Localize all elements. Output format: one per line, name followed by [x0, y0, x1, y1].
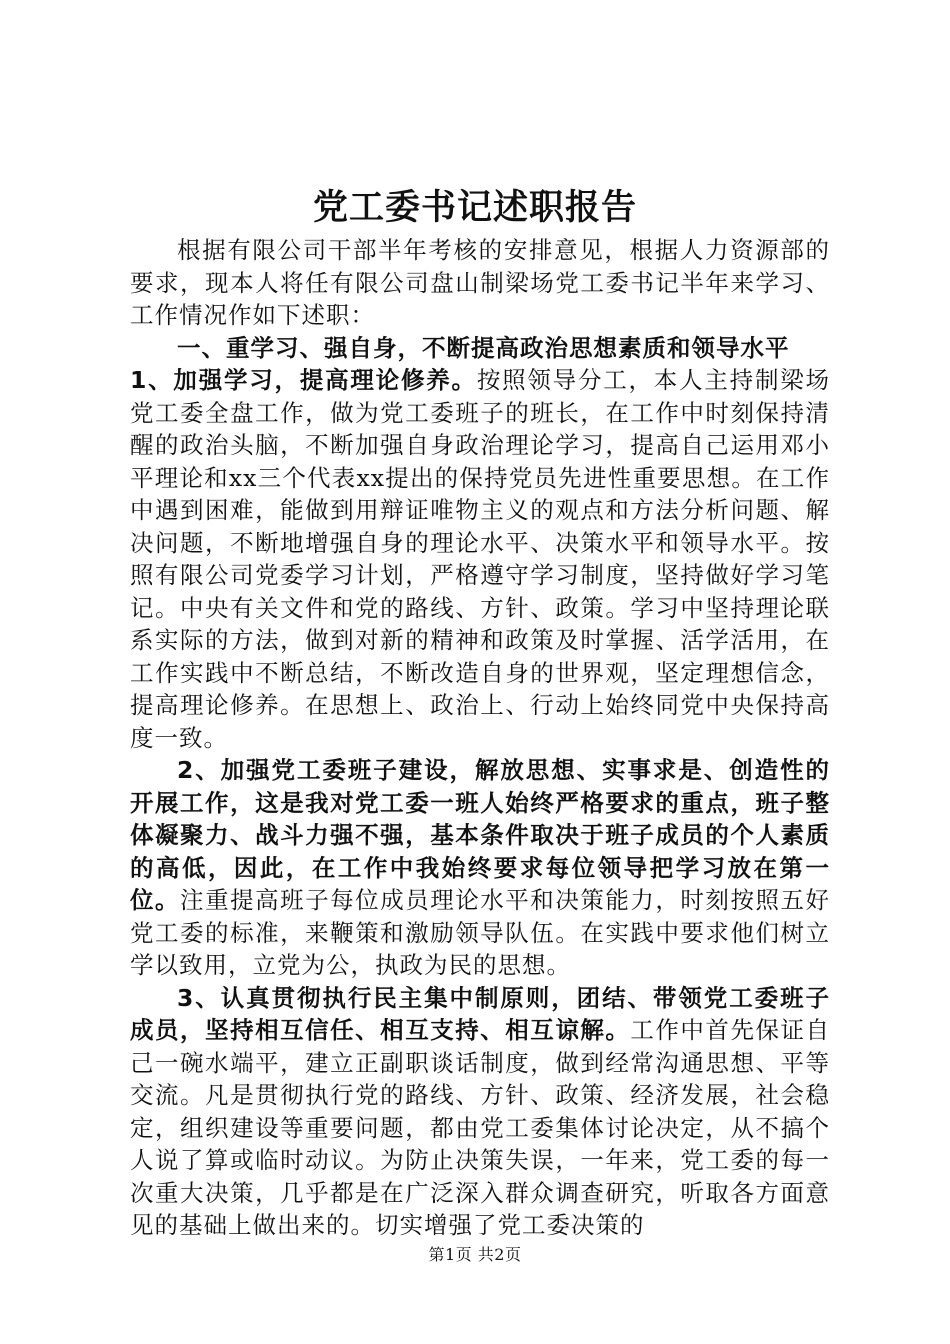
item-2-text: 注重提高班子每位成员理论水平和决策能力，时刻按照五好党工委的标准，来鞭策和激励领导队伍。在实践中要求他们树立学以致用，立党为公，执政为民的思想。	[130, 886, 831, 979]
section-1-heading: 一、重学习、强自身，不断提高政治思想素质和领导水平	[177, 333, 790, 362]
item-1-lead: 1、加强学习，提高理论修养。	[130, 366, 477, 394]
document-title: 党工委书记述职报告	[312, 187, 637, 228]
document-body	[130, 234, 830, 1242]
item-1-text: 按照领导分工，本人主持制梁场党工委全盘工作，做为党工委班子的班长，在工作中时刻保持清醒的政治头脑，不断加强自身政治理论学习，提高自己运用邓小平理论和xx三个代表xx提出的保持党员先进性重要思想。在工作中遇到困难，能做到用辩证唯物主义的观点和方法分析问题、解决问题，不断地增强自身的理论水平、决策水平和领导水平。按照有限公司党委学习计划，严格遵守学习制度，坚持做好学习笔记。中央有关文件和党的路线、方针、政策。学习中坚持理论联系实际的方法，做到对新的精神和政策及时掌握、活学活用，在工作实践中不断总结，不断改造自身的世界观，坚定理想信念，提高理论修养。在思想上、政治上、行动上始终同党中央保持高度一致。	[130, 366, 831, 752]
item-1-paragraph	[130, 364, 830, 754]
intro-paragraph: 根据有限公司干部半年考核的安排意见，根据人力资源部的要求，现本人将任有限公司盘山制梁场党工委书记半年来学习、工作情况作如下述职：	[130, 236, 830, 329]
item-3-text: 工作中首先保证自己一碗水端平，建立正副职谈话制度，做到经常沟通思想、平等交流。凡是贯彻执行党的路线、方针、政策、经济发展，社会稳定，组织建设等重要问题，都由党工委集体讨论决定，从不搞个人说了算或临时动议。为防止决策失误，一年来，党工委的每一次重大决策，几乎都是在广泛深入群众调查研究，听取各方面意见的基础上做出来的。切实增强了党工委决策的	[130, 1016, 831, 1239]
item-2-paragraph	[130, 754, 830, 982]
page-footer: 第1页 共2页	[428, 1245, 522, 1264]
item-3-lead: 3、认真贯彻执行民主集中制原则，团结、带领党工委班子成员，坚持相互信任、相互支持、相互谅解。	[130, 983, 830, 1044]
item-3-paragraph	[130, 982, 830, 1242]
item-2-lead: 2、加强党工委班子建设，解放思想、实事求是、创造性的开展工作，这是我对党工委一班人始终严格要求的重点，班子整体凝聚力、战斗力强不强，基本条件取决于班子成员的个人素质的高低，因此，在工作中我始终要求每位领导把学习放在第一位。	[130, 756, 830, 914]
